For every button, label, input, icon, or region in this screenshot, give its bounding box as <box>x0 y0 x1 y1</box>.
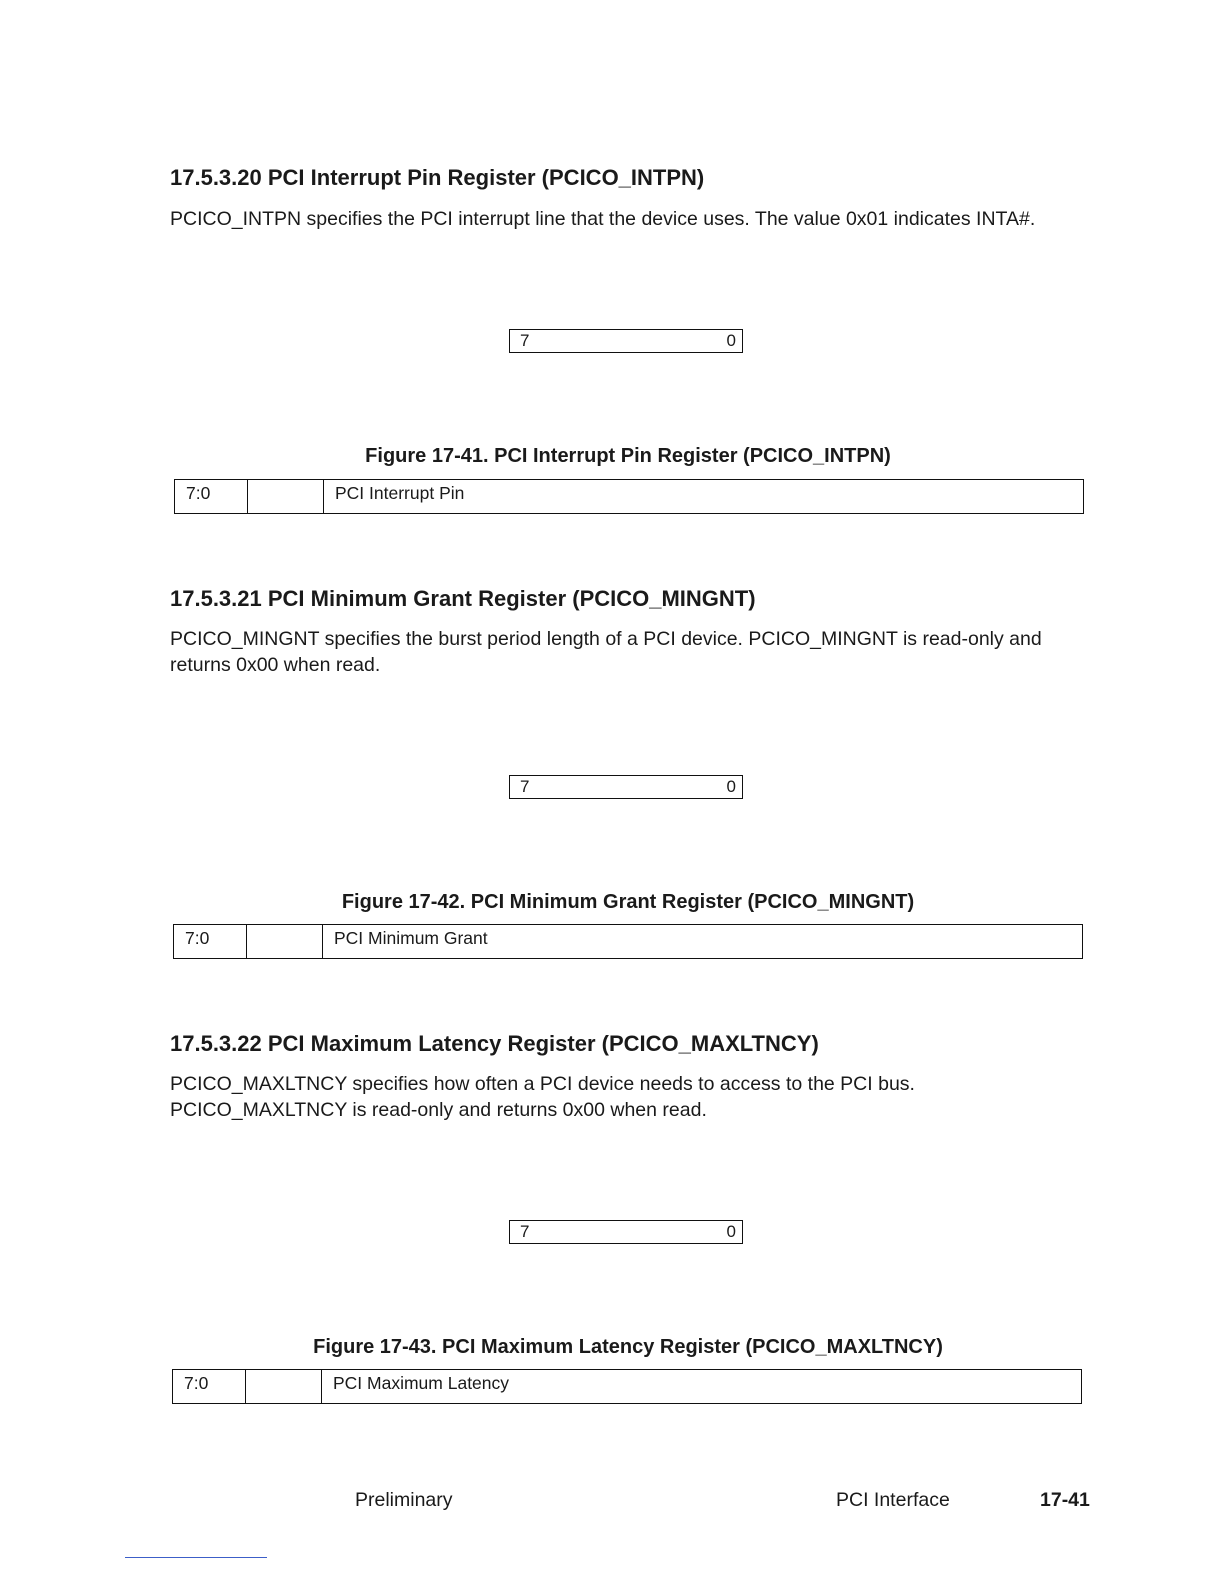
register-high-bit: 7 <box>520 1222 530 1241</box>
register-low-bit: 0 <box>726 777 736 796</box>
field-access <box>246 1370 322 1403</box>
field-table-row <box>174 479 1084 514</box>
register-low-bit: 0 <box>726 331 736 350</box>
section-heading: 17.5.3.22 PCI Maximum Latency Register (PCICO_MAXLTNCY) <box>170 1031 819 1056</box>
field-table-row <box>172 1369 1082 1404</box>
field-bits: 7:0 <box>175 480 248 513</box>
field-description: PCI Interrupt Pin <box>335 483 465 503</box>
scan-edge-line <box>125 1557 267 1558</box>
field-access <box>247 925 323 958</box>
register-low-bit: 0 <box>726 1222 736 1241</box>
section-description: PCICO_MINGNT specifies the burst period length of a PCI device. PCICO_MINGNT is read-only and returns 0x00 when read. <box>170 628 1042 676</box>
figure-caption: Figure 17-42. PCI Minimum Grant Register (PCICO_MINGNT) <box>341 891 915 913</box>
section-heading: 17.5.3.20 PCI Interrupt Pin Register (PCICO_INTPN) <box>170 165 705 190</box>
field-description: PCI Minimum Grant <box>334 928 488 948</box>
field-bits: 7:0 <box>174 925 247 958</box>
section-description: PCICO_MAXLTNCY specifies how often a PCI device needs to access to the PCI bus. PCICO_MAXLTNCY is read-only and returns 0x00 when read. <box>170 1073 915 1121</box>
footer-chapter: PCI Interface <box>836 1489 950 1511</box>
section-heading: 17.5.3.21 PCI Minimum Grant Register (PCICO_MINGNT) <box>170 586 756 611</box>
footer-status: Preliminary <box>355 1489 453 1511</box>
register-bit-diagram <box>509 1220 743 1244</box>
register-high-bit: 7 <box>520 331 530 350</box>
field-table-row <box>173 924 1083 959</box>
register-bit-diagram <box>509 329 743 353</box>
section-description: PCICO_INTPN specifies the PCI interrupt line that the device uses. The value 0x01 indicates INTA#. <box>170 208 1036 230</box>
register-bit-diagram <box>509 775 743 799</box>
field-bits: 7:0 <box>173 1370 246 1403</box>
footer-page-number: 17-41 <box>1040 1489 1090 1511</box>
register-high-bit: 7 <box>520 777 530 796</box>
field-access <box>248 480 324 513</box>
figure-caption: Figure 17-41. PCI Interrupt Pin Register (PCICO_INTPN) <box>365 445 891 467</box>
figure-caption: Figure 17-43. PCI Maximum Latency Register (PCICO_MAXLTNCY) <box>313 1336 943 1358</box>
field-description: PCI Maximum Latency <box>333 1373 510 1393</box>
